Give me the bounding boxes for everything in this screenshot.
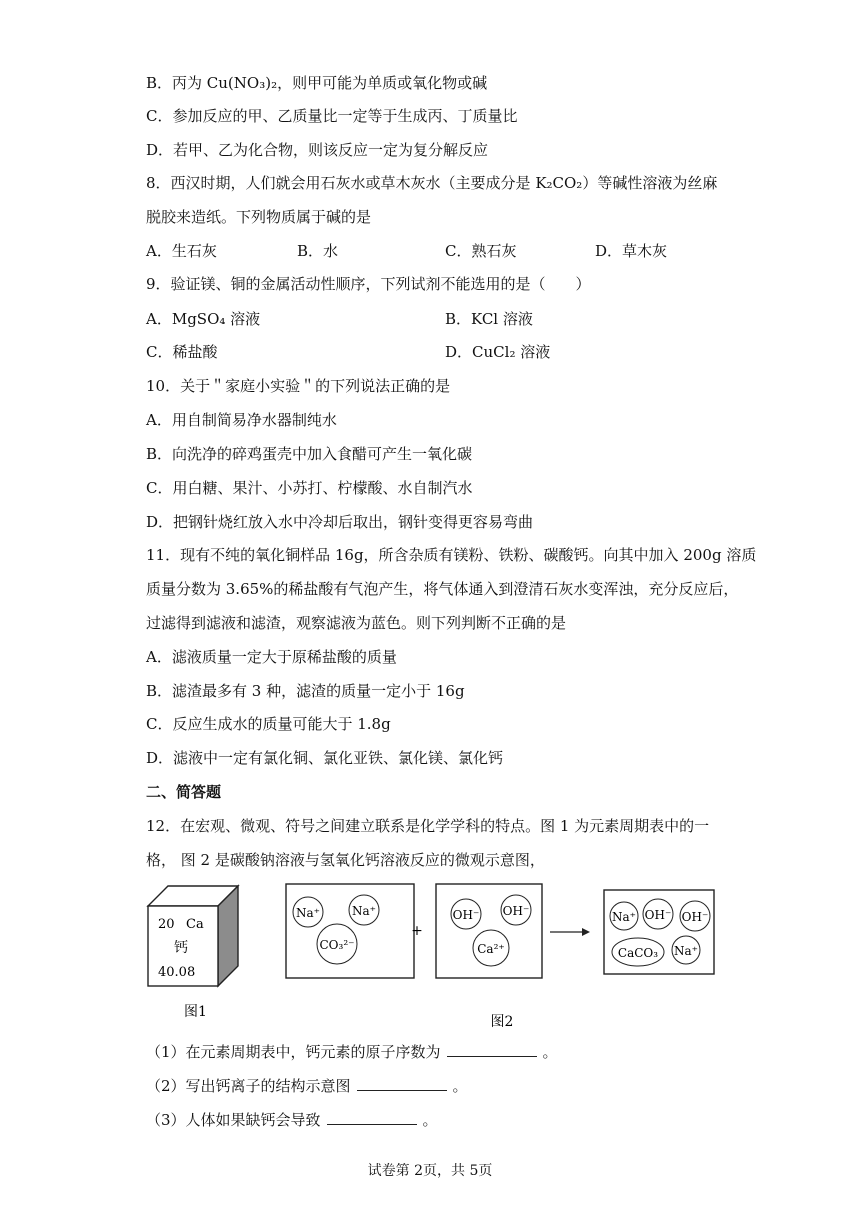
q11-option-b: B．滤渣最多有 3 种，滤渣的质量一定小于 16g xyxy=(146,682,465,700)
q11-option-d: D．滤液中一定有氯化铜、氯化亚铁、氯化镁、氯化钙 xyxy=(146,749,504,767)
subquestion-3 xyxy=(146,1110,438,1130)
question-8-stem: 8．西汉时期，人们就会用石灰水或草木灰水（主要成分是 K₂CO₂）等碱性溶液为丝麻 xyxy=(146,174,718,192)
subquestion-2 xyxy=(146,1076,468,1096)
na-ion-1: Na⁺ xyxy=(296,906,320,920)
q8-option-a: A．生石灰 xyxy=(146,242,217,260)
answer-blank-3[interactable] xyxy=(327,1110,417,1125)
answer-blank-2[interactable] xyxy=(357,1076,447,1091)
hydroxide-ion-2: OH⁻ xyxy=(502,904,530,918)
question-11-stem-cont1: 质量分数为 3.65%的稀盐酸有气泡产生，将气体通入到澄清石灰水变浑浊，充分反应后， xyxy=(146,580,739,598)
product-hydroxide-ion-1: OH⁻ xyxy=(644,908,672,922)
subquestion-3-end: 。 xyxy=(422,1111,438,1129)
section-heading: 二、简答题 xyxy=(146,783,222,801)
question-12-stem-cont: 格， 图 2 是碳酸钠溶液与氢氧化钙溶液反应的微观示意图， xyxy=(146,851,545,869)
q11-option-a: A．滤液质量一定大于原稀盐酸的质量 xyxy=(146,648,397,666)
element-name: 钙 xyxy=(174,940,188,956)
sodium-carbonate-box xyxy=(286,884,414,978)
figure-2-caption: 图2 xyxy=(490,1014,514,1030)
q9-option-a: A．MgSO₄ 溶液 xyxy=(146,310,261,328)
hydroxide-ion-1: OH⁻ xyxy=(452,908,480,922)
q8-option-d: D．草木灰 xyxy=(595,242,668,260)
calcium-carbonate: CaCO₃ xyxy=(617,946,659,960)
question-12-stem: 12．在宏观、微观、符号之间建立联系是化学学科的特点。图 1 为元素周期表中的一 xyxy=(146,817,710,835)
subquestion-1-text: （1）在元素周期表中，钙元素的原子序数为 xyxy=(146,1043,441,1061)
question-10-stem: 10．关于＂家庭小实验＂的下列说法正确的是 xyxy=(146,377,451,395)
q11-option-c: C．反应生成水的质量可能大于 1.8g xyxy=(146,715,391,733)
question-9-stem: 9．验证镁、铜的金属活动性顺序，下列试剂不能选用的是（ ） xyxy=(146,275,591,293)
figure-1-caption: 图1 xyxy=(184,1004,207,1020)
question-11-stem-cont2: 过滤得到滤液和滤渣，观察滤液为蓝色。则下列判断不正确的是 xyxy=(146,614,567,632)
plus-sign: + xyxy=(411,923,423,939)
q9-option-b: B．KCl 溶液 xyxy=(445,310,533,328)
q8-option-b: B．水 xyxy=(297,242,339,260)
subquestion-1-end: 。 xyxy=(542,1043,558,1061)
question-11-stem: 11．现有不纯的氧化铜样品 16g，所含杂质有镁粉、铁粉、碳酸钙。向其中加入 200g 溶质 xyxy=(146,546,757,564)
atomic-mass: 40.08 xyxy=(158,965,196,980)
q8-option-c: C．熟石灰 xyxy=(445,242,517,260)
subquestion-2-end: 。 xyxy=(452,1077,468,1095)
subquestion-3-text: （3）人体如果缺钙会导致 xyxy=(146,1111,321,1129)
figure-1-element-cell xyxy=(146,884,246,1024)
element-symbol: Ca xyxy=(186,917,204,932)
question-8-stem-cont: 脱胶来造纸。下列物质属于碱的是 xyxy=(146,208,372,226)
q9-option-c: C．稀盐酸 xyxy=(146,343,218,361)
figure-2-reaction-diagram xyxy=(280,880,730,1030)
q10-option-b: B．向洗净的碎鸡蛋壳中加入食醋可产生一氧化碳 xyxy=(146,445,473,463)
q10-option-c: C．用白糖、果汁、小苏打、柠檬酸、水自制汽水 xyxy=(146,479,473,497)
na-ion-2: Na⁺ xyxy=(352,904,376,918)
page-footer: 试卷第 2页，共 5页 xyxy=(367,1163,493,1179)
subquestion-1 xyxy=(146,1042,558,1062)
q9-option-d: D．CuCl₂ 溶液 xyxy=(445,343,551,361)
option-b-q7: B．丙为 Cu(NO₃)₂，则甲可能为单质或氧化物或碱 xyxy=(146,74,488,92)
product-na-ion-1: Na⁺ xyxy=(612,910,636,924)
carbonate-ion: CO₃²⁻ xyxy=(319,938,355,952)
atomic-number: 20 xyxy=(158,917,175,932)
option-c-q7: C．参加反应的甲、乙质量比一定等于生成丙、丁质量比 xyxy=(146,107,518,125)
option-d-q7: D．若甲、乙为化合物，则该反应一定为复分解反应 xyxy=(146,141,489,159)
answer-blank-1[interactable] xyxy=(447,1042,537,1057)
q10-option-a: A．用自制简易净水器制纯水 xyxy=(146,411,337,429)
calcium-hydroxide-box xyxy=(436,884,542,978)
product-na-ion-2: Na⁺ xyxy=(674,944,698,958)
calcium-ion: Ca²⁺ xyxy=(477,942,505,956)
product-hydroxide-ion-2: OH⁻ xyxy=(681,910,709,924)
q10-option-d: D．把钢针烧红放入水中冷却后取出，钢针变得更容易弯曲 xyxy=(146,513,534,531)
subquestion-2-text: （2）写出钙离子的结构示意图 xyxy=(146,1077,351,1095)
